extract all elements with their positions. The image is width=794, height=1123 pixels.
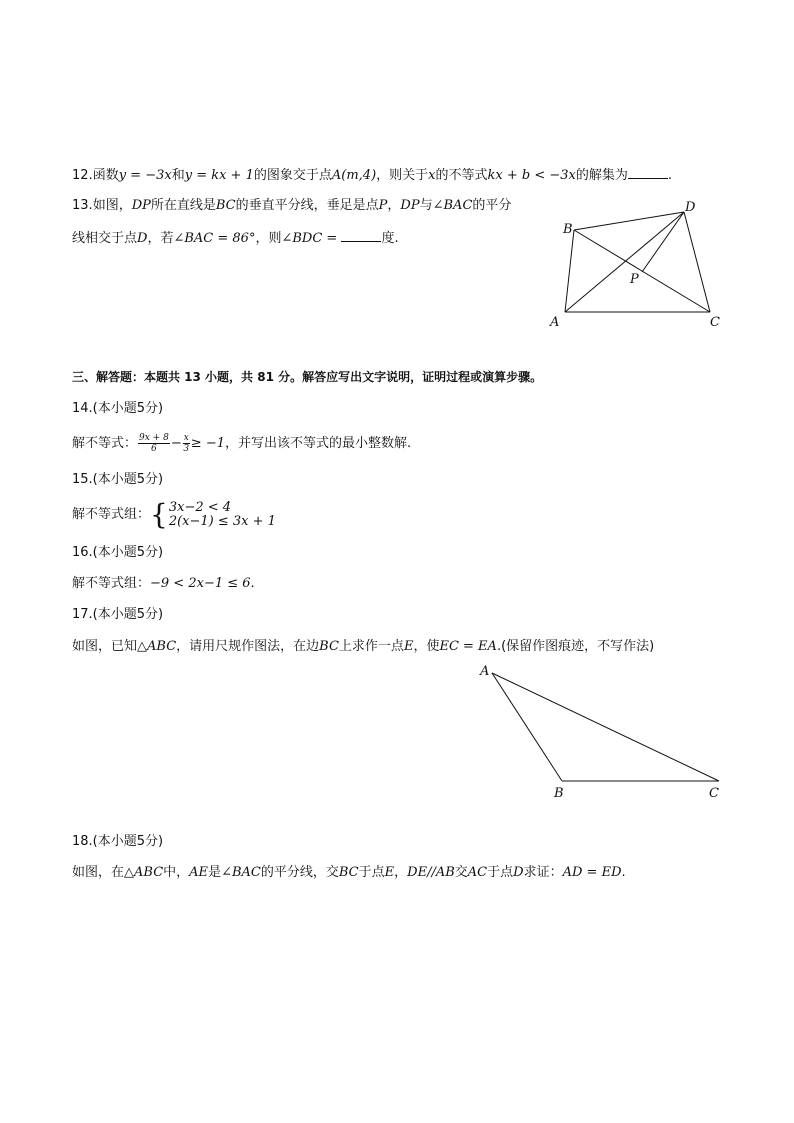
q13-number: 13. xyxy=(72,198,93,213)
q17-header: 17.(本小题5分) xyxy=(72,607,164,622)
q16-header: 16.(本小题5分) xyxy=(72,545,164,560)
segment-bd xyxy=(574,212,684,230)
question-14: 解不等式： $\frac{9x + 8}{6}$ − $\frac{x}{3}$ ≥ −1，并写出该不等式的最小整数解. xyxy=(72,433,412,454)
label-c: C xyxy=(709,786,719,801)
label-a: A xyxy=(550,315,560,330)
question-18: 如图，在△ABC中，AE是∠BAC的平分线，交BC于点E，DE//AB交AC于点D求证：AD = ED. xyxy=(72,865,626,880)
q14-header: 14.(本小题5分) xyxy=(72,401,164,416)
label-b: B xyxy=(563,222,573,237)
question-17: 如图，已知△ABC，请用尺规作图法，在边BC上求作一点E，使EC = EA.(保留作图痕迹，不写作法) xyxy=(72,639,655,654)
section-3-header: 三、解答题：本题共 13 小题，共 81 分。解答应写出文字说明，证明过程或演算步骤。 xyxy=(72,370,543,384)
question-15: 解不等式组： { 3x−2 < 4 2(x−1) ≤ 3x + 1 xyxy=(72,497,276,531)
segment-ac xyxy=(492,673,719,781)
q12-number: 12. xyxy=(72,168,93,183)
segment-ad xyxy=(565,212,684,312)
label-b: B xyxy=(554,786,564,801)
label-a: A xyxy=(480,664,490,679)
question-13-line-1: 13.如图，DP所在直线是BC的垂直平分线，垂足是点P，DP与∠BAC的平分 xyxy=(72,198,512,213)
q15-header: 15.(本小题5分) xyxy=(72,472,164,487)
question-12: 12.函数y = −3x和y = kx + 1的图象交于点A(m,4)，则关于x的不等式kx + b < −3x的解集为 . xyxy=(72,168,673,183)
answer-blank xyxy=(341,229,381,242)
q18-header: 18.(本小题5分) xyxy=(72,834,164,849)
question-16: 解不等式组：−9 < 2x−1 ≤ 6. xyxy=(72,576,255,591)
q13-figure xyxy=(540,195,730,335)
label-d: D xyxy=(685,200,696,215)
segment-ab xyxy=(565,230,574,312)
inequality-system: { 3x−2 < 4 2(x−1) ≤ 3x + 1 xyxy=(150,497,276,531)
left-brace: { xyxy=(150,497,168,531)
answer-blank xyxy=(628,166,668,179)
fraction-2: $\frac{x}{3}$ xyxy=(183,433,190,454)
label-c: C xyxy=(710,315,720,330)
fraction-1: $\frac{9x + 8}{6}$ xyxy=(139,433,169,454)
q17-figure xyxy=(470,655,730,805)
segment-dc xyxy=(684,212,710,312)
question-13-line-2: 线相交于点D，若∠BAC = 86°，则∠BDC = 度. xyxy=(72,231,399,246)
label-p: P xyxy=(630,272,639,287)
segment-bc xyxy=(574,230,710,312)
